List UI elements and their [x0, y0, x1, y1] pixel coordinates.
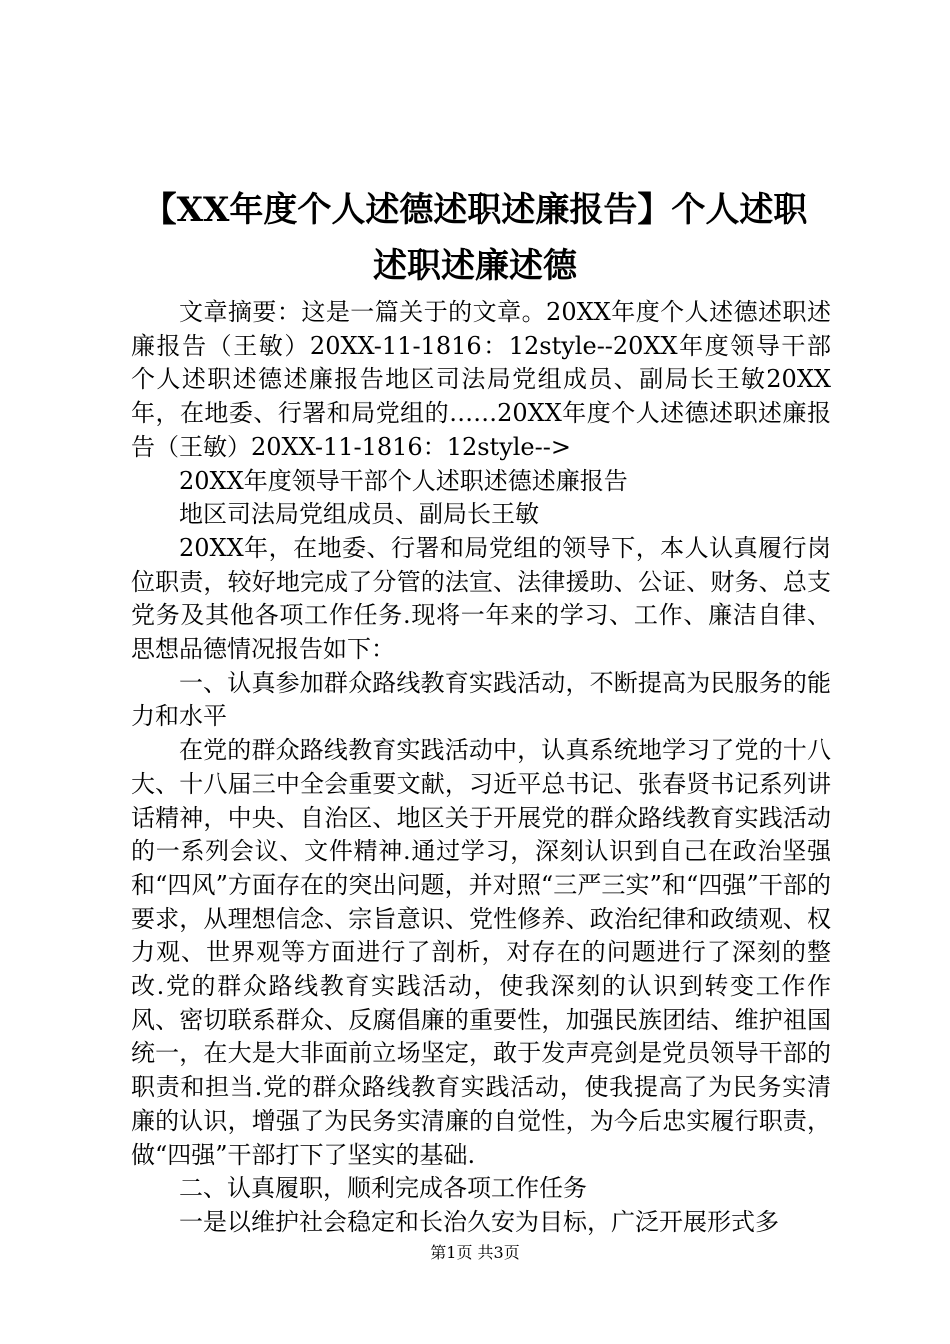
- paragraph-section-1: 在党的群众路线教育实践活动中，认真系统地学习了党的十八大、十八届三中全会重要文献，习近平总书记、张春贤书记系列讲话精神，中央、自治区、地区关于开展党的群众路线教育实践活动的一系列会议、文件精神.通过学习，深刻认识到自己在政治坚强和“四风”方面存在的突出问题，并对照“三严三实”和“四强”干部的要求，从理想信念、宗旨意识、党性修养、政治纪律和政绩观、权力观、世界观等方面进行了剖析，对存在的问题进行了深刻的整改.党的群众路线教育实践活动，使我深刻的认识到转变工作作风、密切联系群众、反腐倡廉的重要性，加强民族团结、维护祖国统一，在大是大非面前立场坚定，敢于发声亮剑是党员领导干部的职责和担当.党的群众路线教育实践活动，使我提高了为民务实清廉的认识，增强了为民务实清廉的自觉性，为今后忠实履行职责，做“四强”干部打下了坚实的基础.: [131, 736, 831, 1169]
- document-body: [131, 296, 831, 1240]
- paragraph-section-2: 一是以维护社会稳定和长治久安为目标，广泛开展形式多: [179, 1207, 779, 1236]
- paragraph-report-heading: 20XX年度领导干部个人述职述德述廉报告: [179, 466, 628, 495]
- paragraph-intro: 20XX年，在地委、行署和局党组的领导下，本人认真履行岗位职责，较好地完成了分管的法宣、法律援助、公证、财务、总支党务及其他各项工作任务.现将一年来的学习、工作、廉洁自律、思想品德情况报告如下：: [131, 533, 831, 664]
- document-title: 【XX年度个人述德述职述廉报告】个人述职述职述廉述德: [142, 190, 808, 286]
- paragraph-abstract: 文章摘要：这是一篇关于的文章。20XX年度个人述德述职述廉报告（王敏）20XX-11-1816：12style--20XX年度领导干部个人述职述德述廉报告地区司法局党组成员、副局长王敏20XX年，在地委、行署和局党组的……20XX年度个人述德述职述廉报告（王敏）20XX-11-1816：12style-->: [131, 298, 831, 461]
- paragraph-author: 地区司法局党组成员、副局长王敏: [179, 500, 539, 529]
- section-heading-1: 一、认真参加群众路线教育实践活动，不断提高为民服务的能力和水平: [131, 668, 831, 731]
- page-footer: 第1页 共3页: [430, 1243, 520, 1262]
- section-heading-2: 二、认真履职，顺利完成各项工作任务: [179, 1174, 587, 1203]
